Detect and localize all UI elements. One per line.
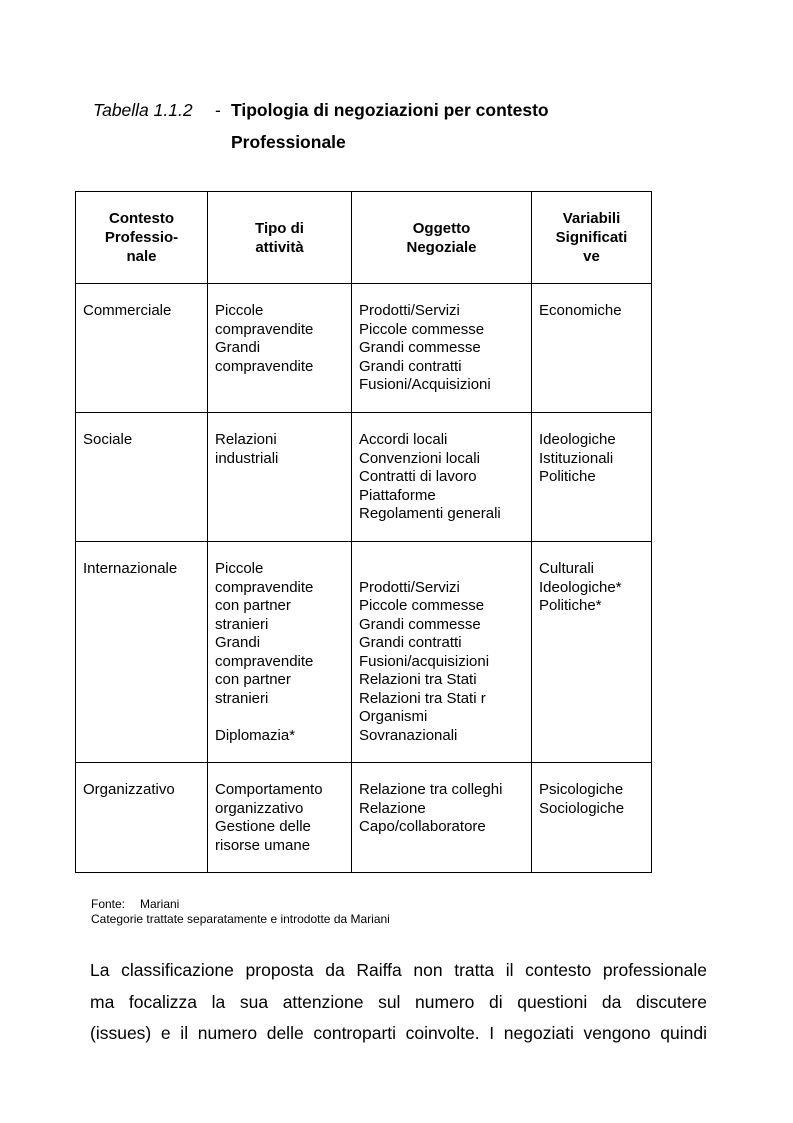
negotiation-types-table xyxy=(75,191,652,873)
table-header-row xyxy=(76,192,652,284)
source-label: Fonte: xyxy=(91,897,126,911)
body-paragraph xyxy=(90,955,707,1050)
cell-tipo: Piccole compravendite con partner stranieri Grandi compravendite con partner stranieri Diplomazia* xyxy=(208,542,352,763)
paragraph-line: ma focalizza la sua attenzione sul numero di questioni da discutere xyxy=(90,991,707,1012)
header-contesto: Contesto Professio- nale xyxy=(76,192,208,284)
header-oggetto: Oggetto Negoziale xyxy=(352,192,532,284)
cell-tipo: Comportamento organizzativo Gestione delle risorse umane xyxy=(208,763,352,873)
table-row xyxy=(76,284,652,413)
caption-title-line2: Professionale xyxy=(231,132,346,152)
cell-contesto: Organizzativo xyxy=(76,763,208,873)
cell-contesto: Internazionale xyxy=(76,542,208,763)
table-row xyxy=(76,763,652,873)
header-tipo: Tipo di attività xyxy=(208,192,352,284)
cell-contesto: Commerciale xyxy=(76,284,208,413)
cell-tipo: Piccole compravendite Grandi compravendite xyxy=(208,284,352,413)
source-value: Mariani xyxy=(140,897,180,911)
cell-variabili: Culturali Ideologiche* Politiche* xyxy=(532,542,652,763)
paragraph-line: La classificazione proposta da Raiffa non tratta il contesto professionale xyxy=(90,960,707,980)
cell-oggetto: Prodotti/Servizi Piccole commesse Grandi commesse Grandi contratti Fusioni/Acquisizioni xyxy=(352,284,532,413)
caption-dash: - xyxy=(215,100,221,120)
cell-variabili: Ideologiche Istituzionali Politiche xyxy=(532,413,652,542)
cell-oggetto: Accordi locali Convenzioni locali Contratti di lavoro Piattaforme Regolamenti generali xyxy=(352,413,532,542)
cell-variabili: Economiche xyxy=(532,284,652,413)
header-variabili: Variabili Significati ve xyxy=(532,192,652,284)
cell-oggetto: Prodotti/Servizi Piccole commesse Grandi commesse Grandi contratti Fusioni/acquisizioni Relazioni tra Stati Relazioni tra Stati r Organismi Sovranazionali xyxy=(352,542,532,763)
caption-label: Tabella 1.1.2 xyxy=(93,100,193,120)
table-caption xyxy=(93,94,549,152)
table-source xyxy=(91,897,390,927)
table-row xyxy=(76,413,652,542)
caption-title-line1: Tipologia di negoziazioni per contesto xyxy=(231,100,549,120)
source-note: Categorie trattate separatamente e introdotte da Mariani xyxy=(91,912,390,926)
cell-tipo: Relazioni industriali xyxy=(208,413,352,542)
table-row xyxy=(76,542,652,763)
cell-variabili: Psicologiche Sociologiche xyxy=(532,763,652,873)
paragraph-line: (issues) e il numero delle controparti coinvolte. I negoziati vengono quindi xyxy=(90,1023,707,1043)
cell-oggetto: Relazione tra colleghi Relazione Capo/collaboratore xyxy=(352,763,532,873)
cell-contesto: Sociale xyxy=(76,413,208,542)
